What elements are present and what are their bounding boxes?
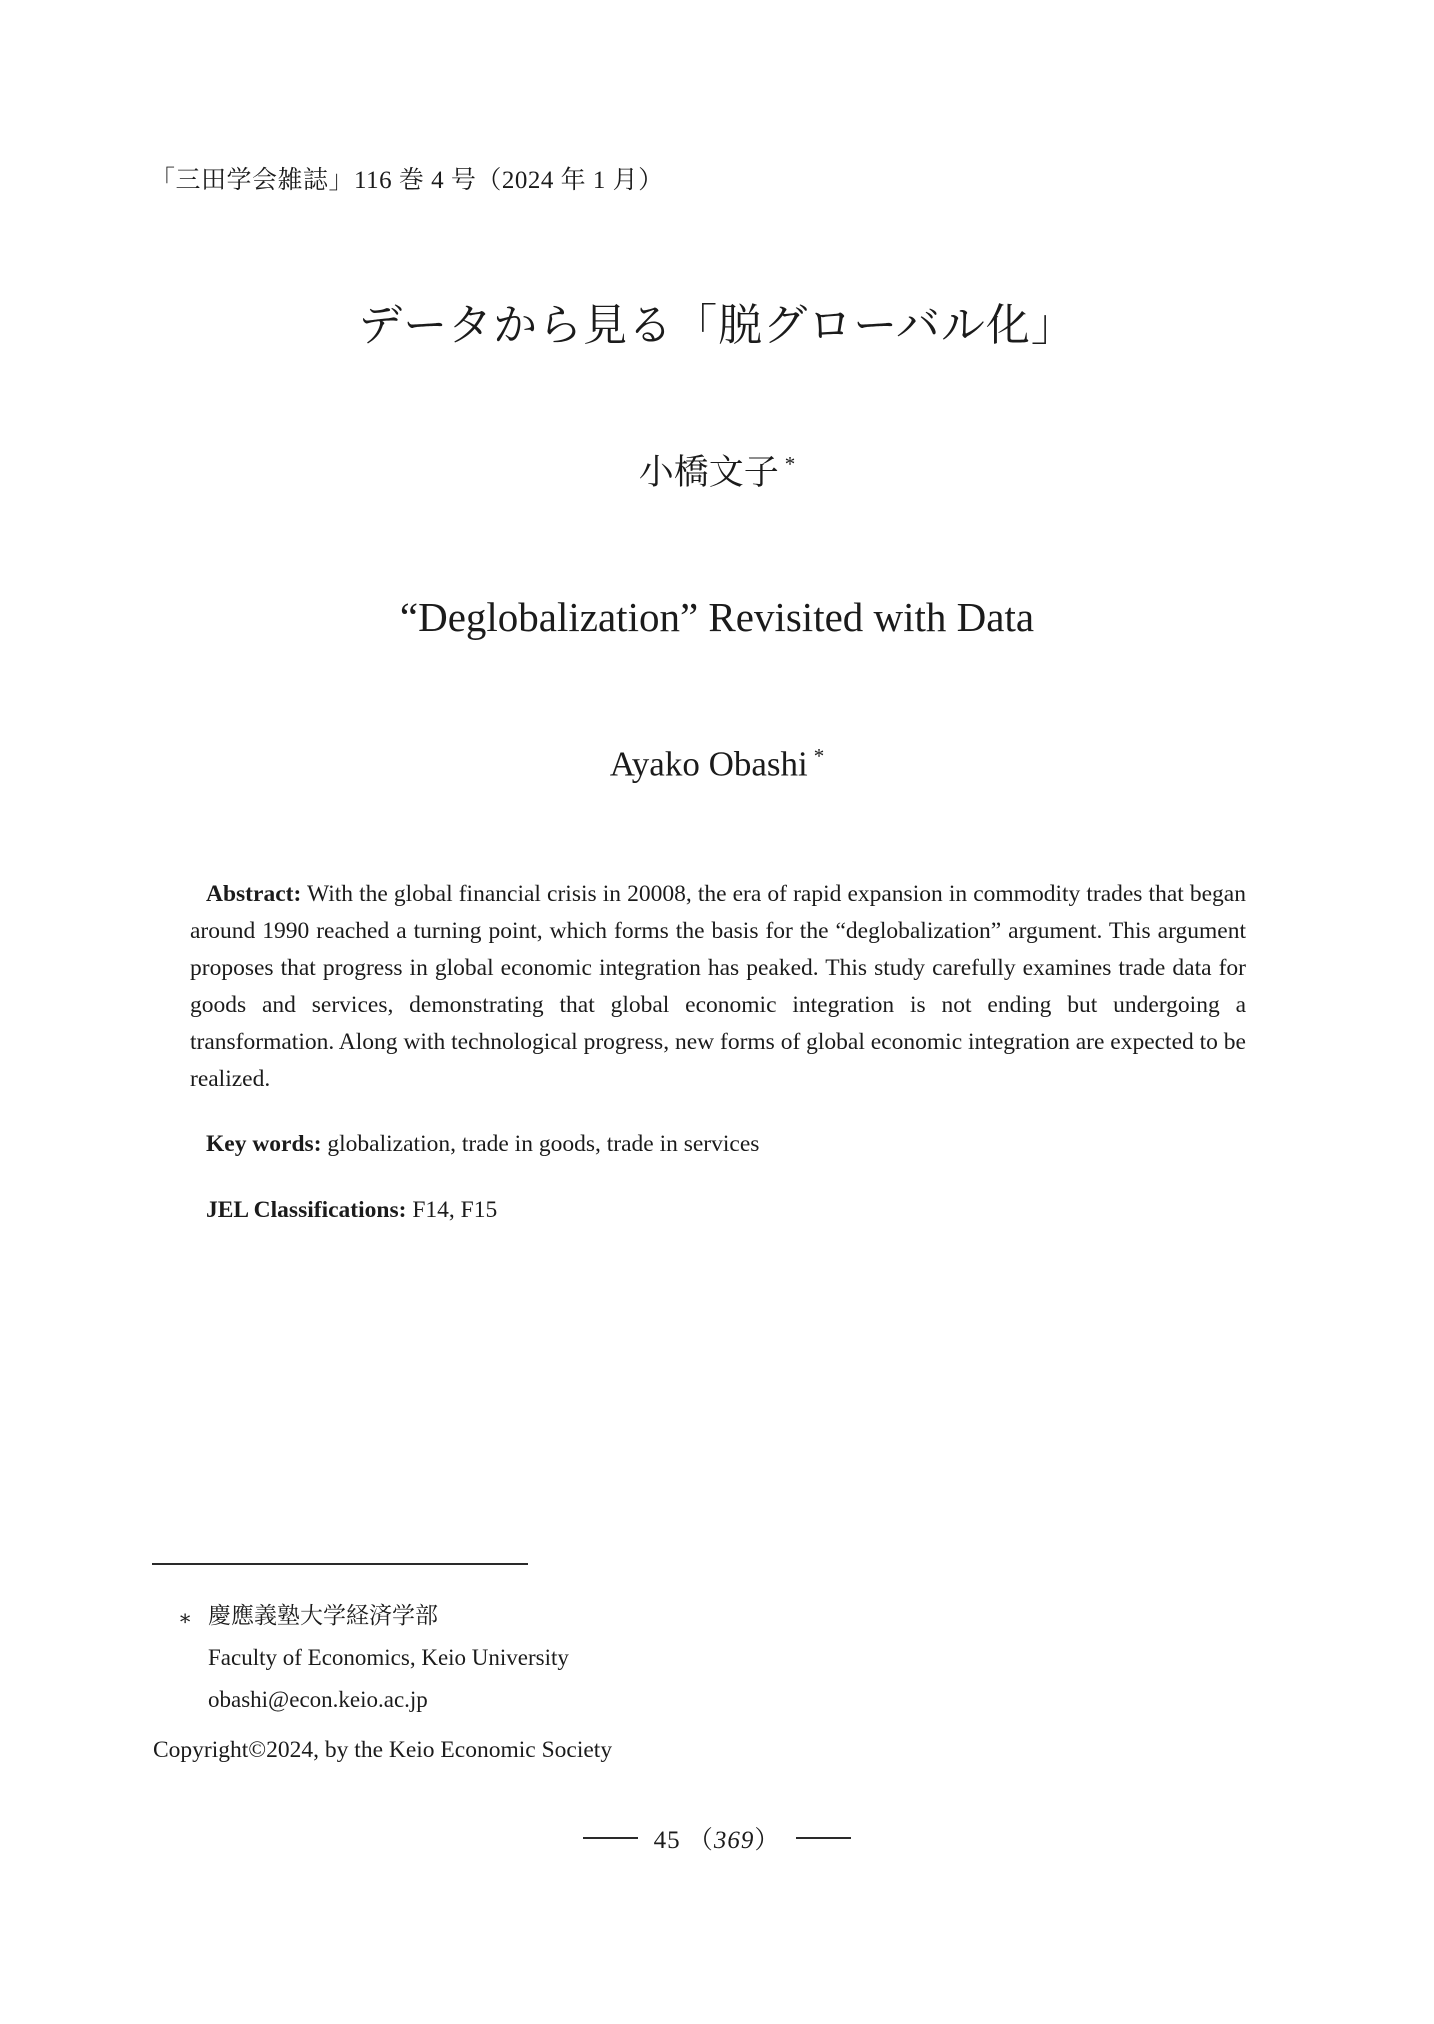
- footnote-email: obashi@econ.keio.ac.jp: [208, 1687, 428, 1712]
- footnote-block: [178, 1595, 569, 1721]
- volume-paren-open: （: [687, 1827, 714, 1854]
- keywords-line: [190, 1131, 1246, 1158]
- author-english-name: Ayako Obashi: [609, 744, 808, 784]
- keywords-label: Key words:: [206, 1131, 322, 1157]
- jel-label: JEL Classifications:: [206, 1197, 407, 1223]
- abstract-text: With the global financial crisis in 20008, the era of rapid expansion in commodity trades that began around 1990 reached a turning point, which forms the basis for the “deglobalization” argument. This argument proposes that progress in global economic integration has peaked. This study carefully examines trade data for goods and services, demonstrating that global economic integration is not ending but undergoing a transformation. Along with technological progress, new forms of global economic integration are expected to be realized.: [190, 881, 1246, 1092]
- author-japanese-name: 小橋文子: [638, 453, 779, 492]
- author-japanese: [0, 445, 1434, 495]
- footnote-affiliation-japanese: 慶應義塾大学経済学部: [208, 1603, 438, 1628]
- footnote-marker: ∗: [178, 1606, 193, 1630]
- copyright-notice: Copyright©2024, by the Keio Economic Society: [153, 1737, 613, 1763]
- author-footnote-marker-english: *: [813, 744, 825, 768]
- footnote-affiliation-english: Faculty of Economics, Keio University: [208, 1645, 569, 1670]
- abstract-paragraph: [190, 876, 1246, 1098]
- footnote-divider: [152, 1563, 528, 1565]
- paper-title-japanese: データから見る「脱グローバル化」: [358, 301, 1076, 350]
- footer-rule-right: [796, 1837, 851, 1839]
- volume-paren-close: ）: [754, 1827, 781, 1854]
- in-volume-page-number: 369: [713, 1827, 755, 1854]
- author-english: [0, 744, 1434, 785]
- abstract-label: Abstract:: [206, 881, 302, 907]
- page-footer: [0, 1820, 1434, 1856]
- footer-rule-left: [583, 1837, 638, 1839]
- jel-line: [190, 1197, 1246, 1224]
- footnote-lines: [208, 1595, 569, 1721]
- author-footnote-marker: *: [784, 452, 796, 477]
- page-number-group: [654, 1820, 781, 1856]
- page-number: 45: [653, 1827, 681, 1854]
- paper-title-english: “Deglobalization” Revisited with Data: [399, 594, 1035, 640]
- journal-header: 「三田学会雑誌」116 巻 4 号（2024 年 1 月）: [150, 167, 664, 194]
- jel-text: F14, F15: [412, 1197, 498, 1223]
- keywords-text: globalization, trade in goods, trade in services: [327, 1131, 760, 1157]
